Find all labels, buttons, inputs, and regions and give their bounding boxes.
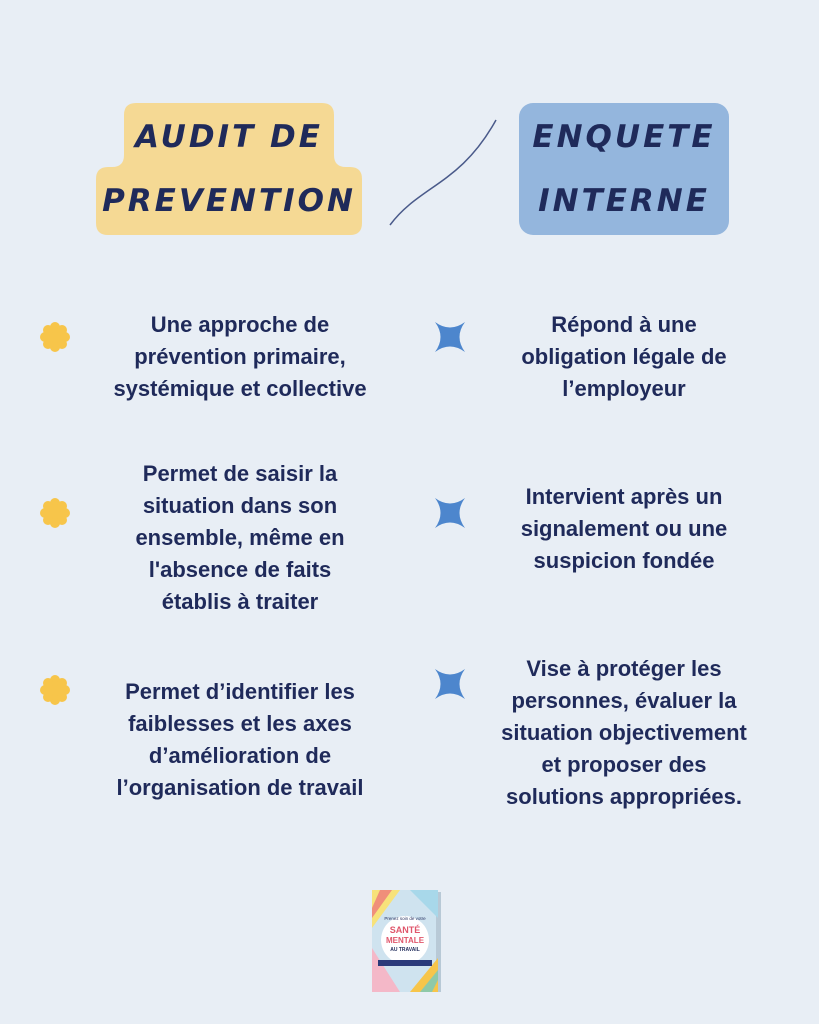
enquete-title-line1: ENQUETE [532,119,716,155]
four-point-star-icon [434,497,466,529]
item-line: Vise à protéger les [526,656,722,681]
book-top-text: Prenez soin de votre [384,916,426,921]
item-line: prévention primaire, [134,344,346,369]
item-line: ensemble, même en [135,525,345,550]
book-title-line3: AU TRAVAIL [390,947,420,953]
flower-icon [40,675,70,705]
item-line: suspicion fondée [533,548,715,573]
audit-item-2 [90,458,390,618]
enquete-item-1 [480,309,768,405]
item-line: et proposer des [541,752,707,777]
enquete-title-box [519,103,729,235]
item-line: obligation légale de [521,344,727,369]
item-line: Intervient après un [525,484,723,509]
item-line: solutions appropriées. [506,784,742,809]
item-line: faiblesses et les axes [128,711,352,736]
four-point-star-icon [434,668,466,700]
item-line: établis à traiter [161,589,319,614]
item-line: d’amélioration de [148,743,332,768]
item-line: situation objectivement [501,720,747,745]
item-line: l’organisation de travail [116,775,364,800]
book-cover-image [370,888,442,994]
item-line: Une approche de [150,312,330,337]
book-title-line2: MENTALE [385,936,425,945]
item-line: Permet de saisir la [142,461,338,486]
audit-item-3 [90,676,390,804]
flower-icon [40,498,70,528]
item-line: Permet d’identifier les [125,679,355,704]
item-line: personnes, évaluer la [511,688,737,713]
audit-title-box [96,103,362,235]
enquete-title-line2: INTERNE [538,183,710,219]
item-line: l'absence de faits [148,557,332,582]
audit-title-line2: PREVENTION [102,183,356,219]
enquete-item-3 [480,653,768,813]
book-title-line1: SANTÉ [389,925,421,935]
connector-curve [380,115,500,230]
four-point-star-icon [434,321,466,353]
audit-title-line1: AUDIT DE [135,119,323,155]
item-line: Répond à une [551,312,697,337]
item-line: situation dans son [142,493,338,518]
enquete-item-2 [480,481,768,577]
item-line: systémique et collective [113,376,367,401]
item-line: l’employeur [562,376,686,401]
audit-item-1 [90,309,390,405]
flower-icon [40,322,70,352]
item-line: signalement ou une [520,516,728,541]
